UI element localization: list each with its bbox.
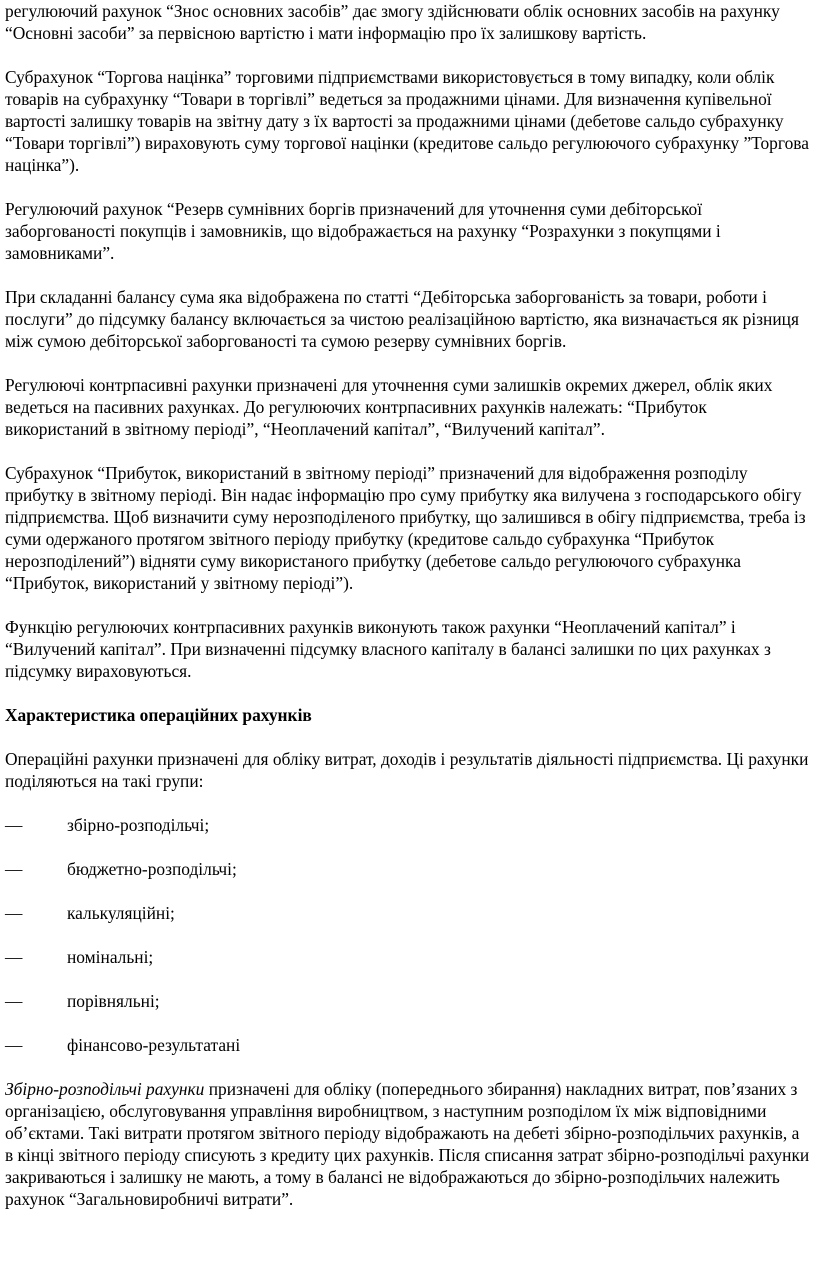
paragraph-contra-passive: Регулюючі контрпасивні рахунки призначені для уточнення суми залишків окремих джерел, облік яких ведеться на пасивних рахунках. До регулюючих контрпасивних рахунків належать: “Прибуток використаний в звітному періоді”, “Неоплачений капітал”, “Вилучений капітал”. [5, 375, 773, 439]
dash-bullet: — [5, 1035, 23, 1055]
list-item-text: бюджетно-розподільчі; [67, 859, 237, 879]
dash-bullet: — [5, 815, 23, 835]
dash-bullet: — [5, 859, 23, 879]
list-item [5, 902, 811, 924]
list-item-text: збірно-розподільчі; [67, 815, 210, 835]
paragraph-text: призначені для обліку (попереднього збирання) накладних витрат, пов’язаних з організацією, обслуговування управління виробництвом, з наступним розподілом їх між відповідними об’єктами. Такі витрати протягом звітного періоду відображають на дебеті збірно-розподільчих рахунків, а в кінці звітного періоду списують з кредиту цих рахунків. Після списання затрат збірно-розподільчі рахунки закриваються і залишку не мають, а тому в балансі не відображаються до збірно-розподільчих належить рахунок “Загальновиробничі витрати”. [5, 1079, 810, 1209]
list-item-text: порівняльні; [67, 991, 160, 1011]
paragraph-depreciation: регулюючий рахунок “Знос основних засобів” дає змогу здійснювати облік основних засобів на рахунку “Основні засоби” за первісною вартістю і мати інформацію про їх залишкову вартість. [5, 1, 780, 43]
paragraph-collective-distributive [5, 1078, 811, 1210]
list-item [5, 1034, 811, 1056]
list-item [5, 990, 811, 1012]
list-item-text: номінальні; [67, 947, 154, 967]
paragraph-trade-markup: Субрахунок “Торгова націнка” торговими підприємствами використовується в тому випадку, коли облік товарів на субрахунку “Товари в торгівлі” ведеться за продажними цінами. Для визначення купівельної вартості залишку товарів на звітну дату з їх вартості за продажними цінами (дебетове сальдо субрахунку “Товари торгівлі”) вираховують суму торгової націнки (кредитове сальдо регулюючого субрахунку ”Торгова націнка”). [5, 67, 809, 175]
paragraph-profit-used: Субрахунок “Прибуток, використаний в звітному періоді” призначений для відображення розподілу прибутку в звітному періоді. Він надає інформацію про суму прибутку яка вилучена з господарського обігу підприємства. Щоб визначити суму нерозподіленого прибутку, що залишився в обігу підприємства, треба із суми одержаного протягом звітного періоду прибутку (кредитове сальдо субрахунка “Прибуток нерозподілений”) відняти суму використаного прибутку (дебетове сальдо регулюючого субрахунка “Прибуток, використаний у звітному періоді”). [5, 463, 806, 593]
list-item-text: фінансово-результатані [67, 1035, 241, 1055]
list-item-text: калькуляційні; [67, 903, 175, 923]
list-item [5, 946, 811, 968]
list-item [5, 858, 811, 880]
italic-term: Збірно-розподільчі рахунки [5, 1079, 205, 1099]
dash-bullet: — [5, 991, 23, 1011]
section-heading: Характеристика операційних рахунків [5, 705, 312, 725]
document-page [5, 0, 811, 1232]
dash-bullet: — [5, 947, 23, 967]
paragraph-doubtful-debts: Регулюючий рахунок “Резерв сумнівних боргів призначений для уточнення суми дебіторської заборгованості покупців і замовників, що відображається на рахунку “Розрахунки з покупцями і замовниками”. [5, 199, 721, 263]
dash-bullet: — [5, 903, 23, 923]
paragraph-balance-receivables: При складанні балансу сума яка відображена по статті “Дебіторська заборгованість за товари, роботи і послуги” до підсумку балансу включається за чистою реалізаційною вартістю, яка визначається як різниця між сумою дебіторської заборгованості та сумою резерву сумнівних боргів. [5, 287, 799, 351]
paragraph-operational-intro: Операційні рахунки призначені для обліку витрат, доходів і результатів діяльності підприємства. Ці рахунки поділяються на такі групи: [5, 749, 809, 791]
list-item [5, 814, 811, 836]
paragraph-unpaid-capital: Функцію регулюючих контрпасивних рахунків виконують також рахунки “Неоплачений капітал” і “Вилучений капітал”. При визначенні підсумку власного капіталу в балансі залишки по цих рахунках з підсумку вираховуються. [5, 617, 771, 681]
